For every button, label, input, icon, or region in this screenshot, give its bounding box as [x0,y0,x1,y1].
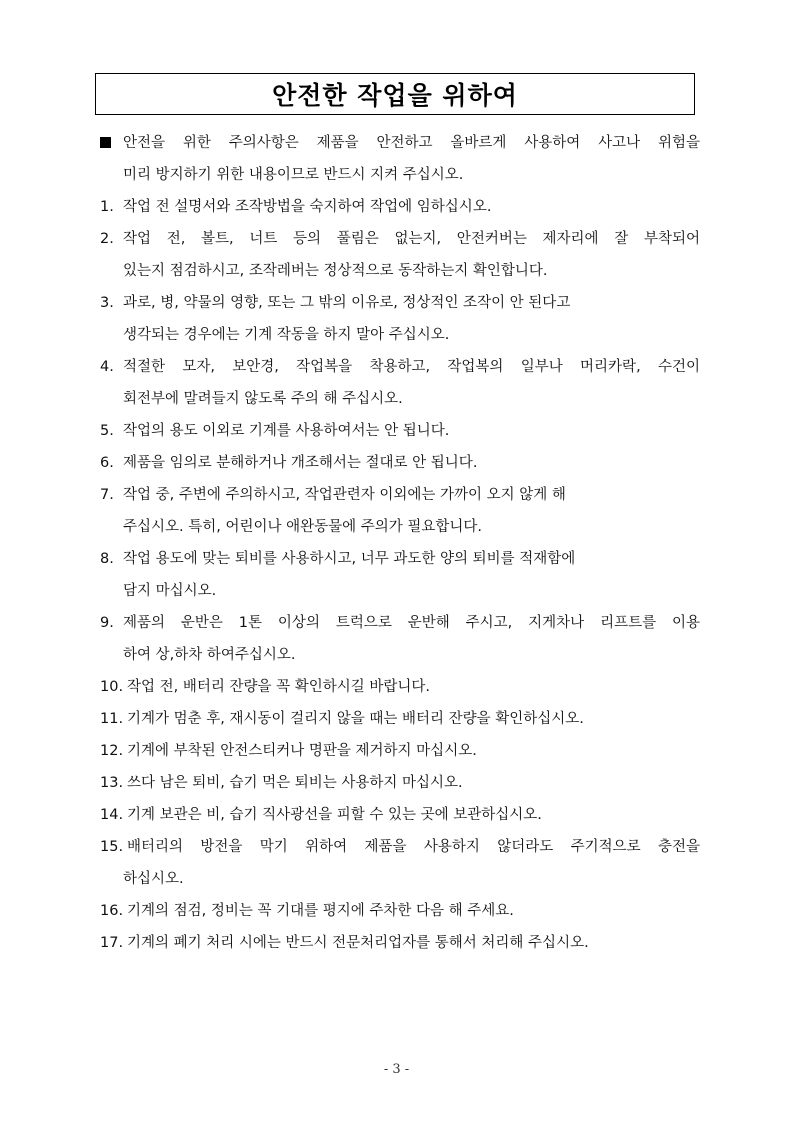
page-number: - 3 - [383,1062,410,1077]
list-item [100,675,700,707]
list-item-continuation [100,867,700,899]
item-number: 7. [100,487,114,503]
item-number: 3. [100,295,114,311]
item-text: 기계에 부착된 안전스티커나 명판을 제거하지 마십시오. [127,743,477,759]
item-text: 작업 전 설명서와 조작방법을 숙지하여 작업에 임하십시오. [123,199,492,215]
item-text: 기계의 폐기 처리 시에는 반드시 전문처리업자를 통해서 처리해 주십시오. [127,935,589,951]
item-text: 배터리의 방전을 막기 위하여 제품을 사용하지 않더라도 주기적으로 충전을 [127,839,700,855]
item-number: 6. [100,455,114,471]
list-item [100,611,700,643]
item-text: 과로, 병, 약물의 영향, 또는 그 밖의 이유로, 정상적인 조작이 안 된다고 [123,295,571,311]
item-number: 16. [100,903,124,919]
list-item [100,483,700,515]
item-text: 기계가 멈춘 후, 재시동이 걸리지 않을 때는 배터리 잔량을 확인하십시오. [127,711,584,727]
item-text: 쓰다 남은 퇴비, 습기 먹은 퇴비는 사용하지 마십시오. [127,775,463,791]
item-text: 생각되는 경우에는 기계 작동을 하지 말아 주십시오. [123,327,450,343]
list-item [100,739,700,771]
list-item-continuation [100,259,700,291]
item-number: 9. [100,615,114,631]
list-item [100,931,700,963]
item-number: 10. [100,679,124,695]
list-item-continuation [100,515,700,547]
list-item-continuation [100,643,700,675]
list-item-continuation [100,323,700,355]
list-item [100,803,700,835]
list-item [100,355,700,387]
list-item [100,227,700,259]
intro-text-1: 안전을 위한 주의사항은 제품을 안전하고 올바르게 사용하여 사고나 위험을 [123,135,700,151]
list-item [100,195,700,227]
intro-line-1 [100,131,700,163]
item-text: 적절한 모자, 보안경, 작업복을 착용하고, 작업복의 일부나 머리카락, 수건이 [123,359,700,375]
item-number: 2. [100,231,114,247]
page-title: 안전한 작업을 위하여 [272,81,518,110]
list-item [100,291,700,323]
item-number: 15. [100,839,124,855]
item-text: 작업 용도에 맞는 퇴비를 사용하시고, 너무 과도한 양의 퇴비를 적재함에 [123,551,576,567]
item-text: 있는지 점검하시고, 조작레버는 정상적으로 동작하는지 확인합니다. [123,263,548,279]
item-text: 기계의 점검, 정비는 꼭 기대를 평지에 주차한 다음 해 주세요. [127,903,514,919]
item-number: 11. [100,711,124,727]
list-item [100,419,700,451]
item-number: 14. [100,807,124,823]
item-text: 작업의 용도 이외로 기계를 사용하여서는 안 됩니다. [123,423,450,439]
square-bullet-icon [100,137,111,148]
item-number: 17. [100,935,124,951]
item-text: 작업 전, 볼트, 너트 등의 풀림은 없는지, 안전커버는 제자리에 잘 부착되어 [123,231,700,247]
item-text: 작업 중, 주변에 주의하시고, 작업관련자 이외에는 가까이 오지 않게 해 [123,487,566,503]
list-item [100,451,700,483]
item-number: 12. [100,743,124,759]
item-text: 담지 마십시오. [123,583,217,599]
intro-line-2 [100,163,700,195]
list-item [100,547,700,579]
item-number: 13. [100,775,124,791]
item-text: 제품의 운반은 1톤 이상의 트럭으로 운반해 주시고, 지게차나 리프트를 이용 [123,615,700,631]
list-item-continuation [100,579,700,611]
list-item [100,899,700,931]
item-text: 하십시오. [123,871,184,887]
safety-content [100,131,700,963]
item-text: 주십시오. 특히, 어린이나 애완동물에 주의가 필요합니다. [123,519,483,535]
item-text: 기계 보관은 비, 습기 직사광선을 피할 수 있는 곳에 보관하십시오. [127,807,542,823]
item-text: 제품을 임의로 분해하거나 개조해서는 절대로 안 됩니다. [123,455,478,471]
item-number: 8. [100,551,114,567]
list-item [100,771,700,803]
item-text: 회전부에 말려들지 않도록 주의 해 주십시오. [123,391,403,407]
intro-text-2: 미리 방지하기 위한 내용이므로 반드시 지켜 주십시오. [123,167,464,183]
item-text: 하여 상,하차 하여주십시오. [123,647,296,663]
item-number: 1. [100,199,114,215]
list-item [100,835,700,867]
list-item [100,707,700,739]
item-text: 작업 전, 배터리 잔량을 꼭 확인하시길 바랍니다. [127,679,431,695]
item-number: 4. [100,359,114,375]
list-item-continuation [100,387,700,419]
item-number: 5. [100,423,114,439]
title-box [95,73,695,115]
